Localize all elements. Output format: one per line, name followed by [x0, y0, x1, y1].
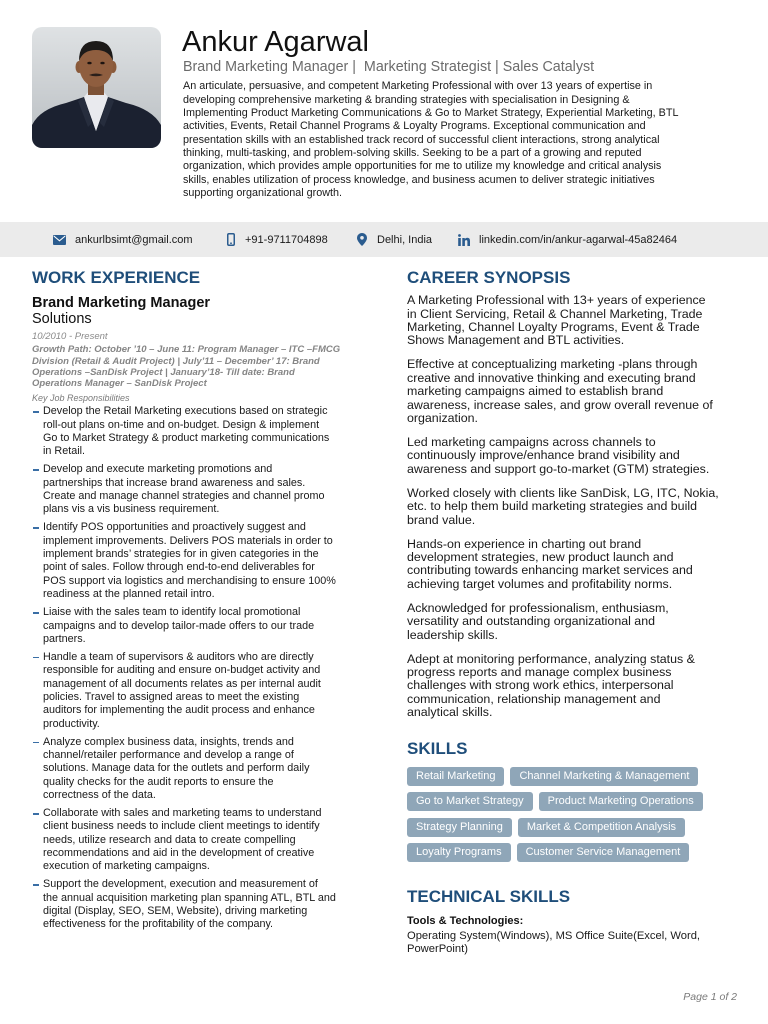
- responsibility-line: productivity.: [43, 717, 100, 730]
- tools-line: PowerPoint): [407, 942, 468, 955]
- page-number: Page 1 of 2: [683, 991, 737, 1003]
- responsibility-item: [43, 463, 368, 516]
- responsibility-line: partners.: [43, 632, 86, 645]
- responsibility-line: the annual acquisition marketing plan spanning ATL, BTL and: [43, 891, 336, 904]
- responsibility-line: Analyze complex business data, insights, trends and: [43, 735, 294, 748]
- growth-path-line: Operations –SanDisk Project | January’18- Till date: Brand: [32, 366, 295, 378]
- job-title: Brand Marketing Manager: [32, 294, 211, 311]
- job-company: Solutions: [32, 310, 92, 327]
- skill-tag: Loyalty Programs: [407, 843, 511, 862]
- responsibility-item: [43, 736, 368, 803]
- synopsis-line: analytical skills.: [407, 705, 493, 720]
- linkedin-icon: [458, 222, 479, 257]
- career-synopsis-heading: CAREER SYNOPSIS: [407, 268, 571, 287]
- responsibility-line: partnerships that increase brand awareness and sales.: [43, 476, 306, 489]
- summary-line: presentation skills with an established track record of successful client interactions, strong analytical: [183, 133, 660, 146]
- synopsis-line: Shows Management and BTL activities.: [407, 333, 625, 348]
- candidate-name: Ankur Agarwal: [182, 26, 369, 58]
- responsibility-line: responsible for auditing and ensure on-budget activity and: [43, 664, 321, 677]
- responsibility-line: Collaborate with sales and marketing teams to understand: [43, 807, 322, 820]
- summary-line: skills, enables utilization of process knowledge, and business acumen to deliver strategic initiatives: [183, 173, 655, 186]
- tools-line: Operating System(Windows), MS Office Suite(Excel, Word,: [407, 929, 701, 942]
- responsibility-line: implement brands’ strategies for in given categories in the: [43, 548, 319, 561]
- synopsis-line: versatility and outstanding organizational and: [407, 614, 655, 629]
- synopsis-line: marketing campaigns aimed to establish brand: [407, 384, 664, 399]
- summary-line: Implementing Product Marketing Communications & Go to Market Strategy, Experiential Marketing, BTL: [183, 106, 679, 119]
- headline: Brand Marketing Manager | Marketing Strategist | Sales Catalyst: [183, 59, 595, 75]
- responsibility-line: Develop and execute marketing promotions and: [43, 463, 273, 476]
- skills-heading: SKILLS: [407, 739, 468, 758]
- synopsis-line: Marketing, Channel Loyalty Programs, Event & Trade: [407, 319, 700, 334]
- responsibility-line: readiness at the planned retail intro.: [43, 588, 215, 601]
- bullet-marker: [33, 813, 39, 815]
- synopsis-line: brand value.: [407, 512, 476, 527]
- responsibility-line: effectiveness for the profitability of the company.: [43, 918, 274, 931]
- synopsis-line: Worked closely with clients like SanDisk, LG, ITC, Nokia,: [407, 485, 719, 500]
- responsibility-line: needs, utilize research and data to create compelling: [43, 833, 296, 846]
- responsibility-line: channel/retailer performance and develop a range of: [43, 748, 294, 761]
- work-experience-heading: WORK EXPERIENCE: [32, 268, 201, 287]
- phone-text: +91-9711704898: [245, 233, 328, 246]
- technical-skills-heading: TECHNICAL SKILLS: [407, 887, 571, 906]
- responsibility-line: policies. Travel to assigned areas to meet the existing: [43, 690, 300, 703]
- growth-path: [32, 344, 362, 389]
- summary-line: thinking, multi-tasking, and problem-solving skills. Seeking to be a part of a growing and reputed: [183, 147, 642, 160]
- responsibility-item: [43, 606, 368, 646]
- synopsis-line: etc. to help them build marketing strategies and build: [407, 499, 697, 514]
- email-text: ankurlbsimt@gmail.com: [75, 233, 193, 246]
- synopsis-paragraph: [407, 436, 752, 476]
- skill-tag: Go to Market Strategy: [407, 792, 533, 811]
- skills-tag-list: [407, 767, 737, 863]
- responsibility-line: solutions. Manage data for the outlets and perform daily: [43, 762, 310, 775]
- responsibility-item: [43, 807, 368, 874]
- bullet-marker: [33, 469, 39, 471]
- responsibility-line: quality checks for the audit reports to ensure the: [43, 775, 274, 788]
- responsibility-line: execution of marketing campaigns.: [43, 860, 210, 873]
- synopsis-paragraph: [407, 653, 752, 720]
- responsibility-line: point of sales. Follow through end-to-end deliverables for: [43, 561, 315, 574]
- responsibility-item: [43, 521, 368, 601]
- summary-line: organization, which provides ample opportunities for me to utilize my knowledge and critical analysis: [183, 160, 662, 173]
- bullet-marker: [33, 657, 39, 659]
- location-text: Delhi, India: [377, 233, 433, 246]
- synopsis-line: creative and innovative thinking and executing brand: [407, 370, 696, 385]
- synopsis-paragraph: [407, 538, 752, 591]
- synopsis-line: leadership skills.: [407, 627, 498, 642]
- bullet-marker: [33, 411, 39, 413]
- responsibility-line: recommendations and aid in the development of creative: [43, 847, 315, 860]
- synopsis-line: development strategies, new product launch and: [407, 549, 674, 564]
- synopsis-line: progress reports and manage complex business: [407, 664, 672, 679]
- synopsis-line: awareness, increase sales, and grow overall revenue of: [407, 397, 713, 412]
- responsibilities-list: [43, 405, 368, 936]
- responsibility-line: roll-out plans on-time and on-budget. Design & implement: [43, 418, 320, 431]
- mobile-phone-icon: [227, 222, 245, 257]
- contact-bar: [0, 222, 768, 257]
- synopsis-paragraph: [407, 487, 752, 527]
- responsibility-line: digital (Display, SEO, SEM, Website), driving marketing: [43, 905, 308, 918]
- growth-path-line: Operations Manager – SanDisk Project: [32, 378, 207, 390]
- responsibility-line: implement improvements. Delivers POS materials in order to: [43, 534, 333, 547]
- responsibility-line: client business needs to include client meetings to identify: [43, 820, 320, 833]
- synopsis-line: communication, relationship management and: [407, 691, 661, 706]
- responsibility-line: Handle a team of supervisors & auditors who are directly: [43, 650, 314, 663]
- synopsis-paragraph: [407, 602, 752, 642]
- synopsis-paragraph: [407, 358, 752, 425]
- synopsis-line: Effective at conceptualizing marketing -plans through: [407, 357, 698, 372]
- growth-path-line: Growth Path: October ’10 – June 11: Program Manager – ITC –FMCG: [32, 344, 341, 356]
- skill-tag: Product Marketing Operations: [539, 792, 703, 811]
- responsibility-line: Identify POS opportunities and proactively suggest and: [43, 521, 306, 534]
- linkedin-text: linkedin.com/in/ankur-agarwal-45a82464: [479, 233, 678, 246]
- synopsis-line: achieving target volumes and profitability norms.: [407, 576, 673, 591]
- tools-value: [407, 930, 747, 956]
- responsibility-line: Support the development, execution and measurement of: [43, 878, 318, 891]
- contact-location: [357, 222, 432, 257]
- profile-summary: [183, 80, 743, 200]
- responsibility-line: Go to Market Strategy & product marketing communications: [43, 431, 330, 444]
- skill-tag: Strategy Planning: [407, 818, 512, 837]
- responsibility-line: in Retail.: [43, 445, 86, 458]
- skill-tag: Market & Competition Analysis: [518, 818, 685, 837]
- bullet-marker: [33, 527, 39, 529]
- contact-linkedin[interactable]: [458, 222, 677, 257]
- synopsis-paragraph: [407, 294, 752, 347]
- summary-line: activities, Events, Retail Channel Programs & Loyalty Programs. Exceptional communication and: [183, 120, 646, 133]
- responsibility-item: [43, 878, 368, 931]
- summary-line: An articulate, persuasive, and competent Marketing Professional with over 13 years of expertise in: [183, 80, 653, 93]
- responsibility-item: [43, 405, 368, 458]
- responsibility-line: management of all documents relates as per internal audit: [43, 677, 321, 690]
- contact-phone[interactable]: [227, 222, 328, 257]
- responsibility-line: plans vis a vis business requirement.: [43, 503, 220, 516]
- synopsis-line: A Marketing Professional with 13+ years of experience: [407, 293, 706, 308]
- synopsis-line: organization.: [407, 410, 478, 425]
- responsibility-line: Create and manage channel strategies and channel promo: [43, 490, 325, 503]
- synopsis-line: challenges with strong work ethics, interpersonal: [407, 678, 674, 693]
- contact-email[interactable]: [53, 222, 193, 257]
- summary-line: developing comprehensive marketing & branding strategies with specialisation in Designing &: [183, 93, 630, 106]
- responsibility-line: Liaise with the sales team to identify local promotional: [43, 606, 301, 619]
- synopsis-line: Hands-on experience in charting out brand: [407, 536, 642, 551]
- bullet-marker: [33, 612, 39, 614]
- responsibility-item: [43, 651, 368, 731]
- skill-tag: Channel Marketing & Management: [510, 767, 698, 786]
- skill-tag: Customer Service Management: [517, 843, 690, 862]
- tools-label: Tools & Technologies:: [407, 914, 524, 927]
- career-synopsis: [407, 294, 752, 730]
- responsibility-line: POS support via logistics and merchandising to ensure 100%: [43, 574, 336, 587]
- growth-path-line: Division (Retail & Audit Project) | July’11 – December’ 17: Brand: [32, 355, 320, 367]
- summary-line: supporting organizational growth.: [183, 187, 343, 200]
- synopsis-line: continuously improve/enhance brand visibility and: [407, 448, 680, 463]
- synopsis-line: Adept at monitoring performance, analyzing status &: [407, 651, 695, 666]
- synopsis-line: in Client Servicing, Retail & Channel Marketing, Trade: [407, 306, 703, 321]
- job-dates: 10/2010 - Present: [32, 331, 108, 342]
- synopsis-line: Acknowledged for professionalism, enthusiasm,: [407, 600, 669, 615]
- responsibility-line: auditors for implementing the audit process and enhance: [43, 704, 315, 717]
- bullet-marker: [33, 884, 39, 886]
- synopsis-line: Led marketing campaigns across channels to: [407, 434, 656, 449]
- location-pin-icon: [357, 222, 377, 257]
- synopsis-line: contributing towards enhancing market services and: [407, 563, 693, 578]
- envelope-icon: [53, 222, 75, 257]
- bullet-marker: [33, 742, 39, 744]
- responsibilities-label: Key Job Responsibilities: [32, 393, 130, 403]
- responsibility-line: correctness of the data.: [43, 789, 156, 802]
- responsibility-line: campaigns and to develop tailor-made offers to our trade: [43, 619, 315, 632]
- profile-photo: [32, 27, 161, 148]
- synopsis-line: awareness and support go-to-market (GTM) strategies.: [407, 461, 710, 476]
- skill-tag: Retail Marketing: [407, 767, 504, 786]
- responsibility-line: Develop the Retail Marketing executions based on strategic: [43, 405, 328, 418]
